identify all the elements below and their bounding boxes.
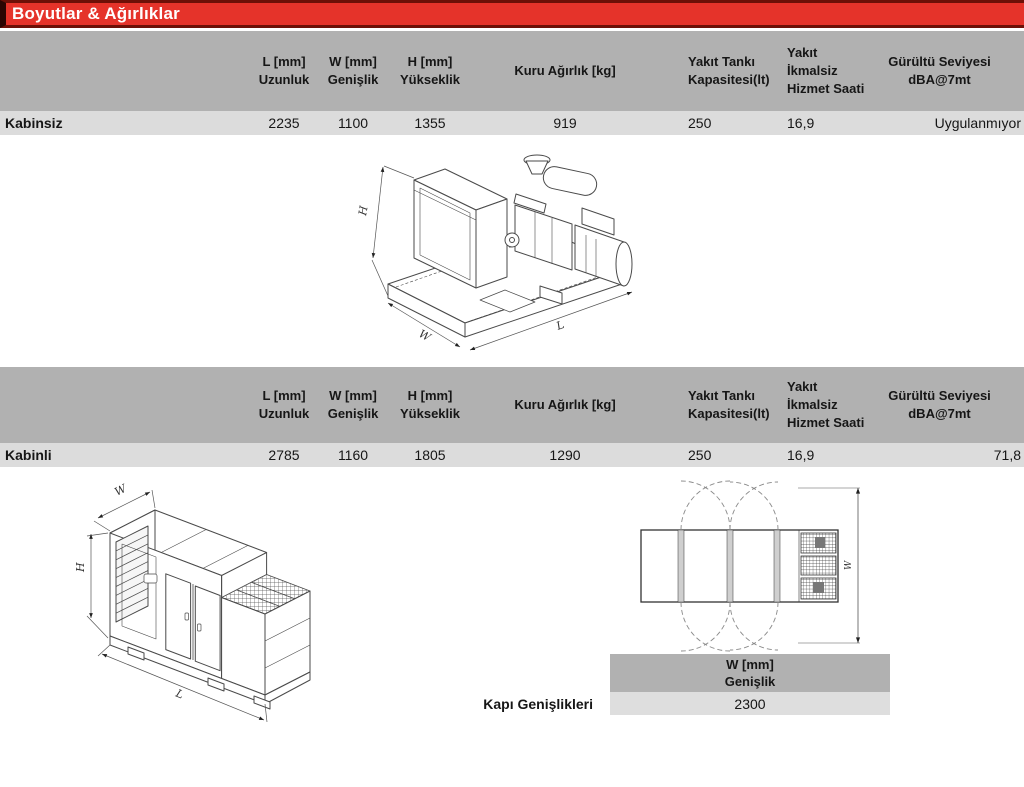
value-tank-capacity: 250: [688, 115, 712, 131]
dimensions-table-open-set: [0, 31, 1024, 135]
value-width: 1100: [337, 115, 369, 131]
header-line: İkmalsiz: [787, 397, 838, 412]
header-cell-length: [240, 31, 328, 111]
value-width: 1160: [337, 447, 369, 463]
header-line: Gürültü Seviyesi: [888, 388, 991, 403]
dim-label-h: H: [74, 562, 87, 572]
door-table-header: [610, 654, 890, 692]
value-service-hours: 16,9: [787, 447, 815, 463]
dim-label-w: W: [112, 481, 129, 499]
table-row-kabinli: [0, 443, 1024, 467]
header-line: Uzunluk: [258, 72, 310, 87]
header-line: Yakıt Tankı: [688, 388, 755, 403]
header-cell-dry-weight: [482, 367, 648, 443]
header-line: Hizmet Saati: [787, 81, 865, 96]
header-line: Kuru Ağırlık [kg]: [514, 63, 616, 78]
header-line: dBA@7mt: [908, 72, 971, 87]
table-header: [0, 31, 1024, 111]
header-line: H [mm]: [407, 388, 453, 403]
row-label: Kabinli: [5, 447, 52, 463]
dimensions-table-canopied-set: [0, 367, 1024, 467]
header-cell-height: [378, 367, 482, 443]
header-line: Gürültü Seviyesi: [888, 54, 991, 69]
header-line: Kuru Ağırlık [kg]: [514, 397, 616, 412]
header-line: L [mm]: [262, 54, 306, 69]
header-line: Yakıt: [787, 45, 818, 60]
dim-label-l: L: [173, 686, 186, 702]
value-noise-level: Uygulanmıyor: [934, 115, 1021, 131]
header-line: Yükseklik: [400, 72, 460, 87]
value-dry-weight: 919: [553, 115, 577, 131]
header-line: Yükseklik: [400, 406, 460, 421]
door-widths-caption: Kapı Genişlikleri: [483, 696, 593, 712]
header-cell-empty: [0, 31, 240, 111]
value-dry-weight: 1290: [549, 447, 581, 463]
header-line: W [mm]: [329, 388, 377, 403]
dim-label-w: W: [844, 560, 854, 570]
header-line: H [mm]: [407, 54, 453, 69]
header-line: Kapasitesi(lt): [688, 72, 770, 87]
header-line: İkmalsiz: [787, 63, 838, 78]
canopy-top-view-diagram: [608, 480, 890, 660]
value-height: 1355: [414, 115, 446, 131]
open-genset-diagram: [330, 140, 670, 360]
dim-label-w: W: [416, 327, 433, 345]
header-line: Genişlik: [327, 406, 379, 421]
header-cell-service-hours: [785, 31, 880, 111]
header-line: Hizmet Saati: [787, 415, 865, 430]
header-cell-service-hours: [785, 367, 880, 443]
canopy-lineart: [110, 510, 310, 709]
dim-label-h: H: [356, 204, 371, 217]
door-width-value: 2300: [734, 695, 766, 712]
canopied-genset-diagram: [58, 478, 362, 744]
header-line: L [mm]: [262, 388, 306, 403]
header-cell-height: [378, 31, 482, 111]
header-cell-dry-weight: [482, 31, 648, 111]
table-header: [0, 367, 1024, 443]
header-cell-width: [328, 367, 378, 443]
header-line: Genişlik: [724, 674, 776, 689]
top-view-lineart: [641, 530, 838, 602]
section-title: Boyutlar & Ağırlıklar: [12, 4, 180, 23]
dim-label-l: L: [554, 318, 566, 333]
value-height: 1805: [414, 447, 446, 463]
header-line: W [mm]: [329, 54, 377, 69]
header-cell-width: [328, 31, 378, 111]
section-title-bar: [0, 0, 1024, 28]
header-cell-tank-capacity: [648, 367, 785, 443]
value-service-hours: 16,9: [787, 115, 815, 131]
value-length: 2785: [268, 447, 300, 463]
open-genset-lineart: [388, 155, 632, 337]
header-line: dBA@7mt: [908, 406, 971, 421]
header-line: Yakıt Tankı: [688, 54, 755, 69]
header-cell-noise-level: [880, 31, 1024, 111]
header-cell-tank-capacity: [648, 31, 785, 111]
header-cell-length: [240, 367, 328, 443]
header-cell-noise-level: [880, 367, 1024, 443]
value-tank-capacity: 250: [688, 447, 712, 463]
header-line: Kapasitesi(lt): [688, 406, 770, 421]
row-label: Kabinsiz: [5, 115, 63, 131]
door-table-row: [610, 692, 890, 715]
header-line: Genişlik: [327, 72, 379, 87]
value-length: 2235: [268, 115, 300, 131]
value-noise-level: 71,8: [993, 447, 1021, 463]
table-row-kabinsiz: [0, 111, 1024, 135]
door-widths-table: [610, 654, 890, 715]
header-line: Yakıt: [787, 379, 818, 394]
header-cell-empty: [0, 367, 240, 443]
header-line: Uzunluk: [258, 406, 310, 421]
header-line: W [mm]: [726, 657, 774, 672]
